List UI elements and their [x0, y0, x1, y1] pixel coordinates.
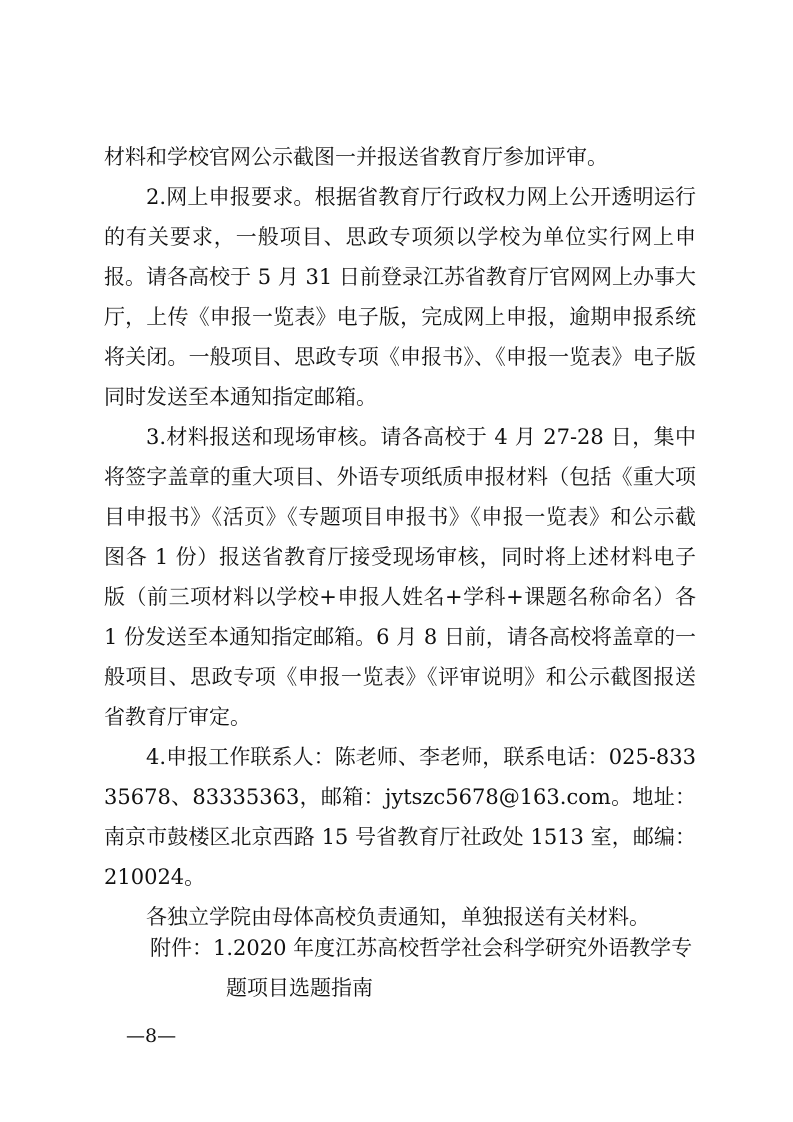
page-number: —8— — [126, 1025, 177, 1047]
attachment-line-1: 附件：1.2020 年度江苏高校哲学社会科学研究外语教学专 — [150, 936, 693, 960]
paragraph-contact-info: 4.申报工作联系人：陈老师、李老师，联系电话：025-83335678、83335363，邮箱：jytszc5678@163.com。地址：南京市鼓楼区北京西路 15 号省教育厅社政处 1513 室，邮编：210024。 — [104, 745, 696, 889]
body-text — [104, 137, 696, 937]
attachment-note — [150, 928, 698, 1008]
attachment-line-2: 题项目选题指南 — [226, 976, 373, 1000]
paragraph-continuation: 材料和学校官网公示截图一并报送省教育厅参加评审。 — [104, 145, 608, 169]
paragraph-online-application: 2.网上申报要求。根据省教育厅行政权力网上公开透明运行的有关要求，一般项目、思政专项须以学校为单位实行网上申报。请各高校于 5 月 31 日前登录江苏省教育厅官网网上办事大厅，上传《申报一览表》电子版，完成网上申报，逾期申报系统将关闭。一般项目、思政专项《申报书》、《申报一览表》电子版同时发送至本通知指定邮箱。 — [104, 185, 696, 409]
paragraph-independent-colleges: 各独立学院由母体高校负责通知，单独报送有关材料。 — [146, 905, 650, 929]
paragraph-material-submission: 3.材料报送和现场审核。请各高校于 4 月 27-28 日，集中将签字盖章的重大项目、外语专项纸质申报材料（包括《重大项目申报书》《活页》《专题项目申报书》《申报一览表》和公示截图各 1 份）报送省教育厅接受现场审核，同时将上述材料电子版（前三项材料以学校+申报人姓名+学科+课题名称命名）各 1 份发送至本通知指定邮箱。6 月 8 日前，请各高校将盖章的一般项目、思政专项《申报一览表》《评审说明》和公示截图报送省教育厅审定。 — [104, 425, 696, 729]
